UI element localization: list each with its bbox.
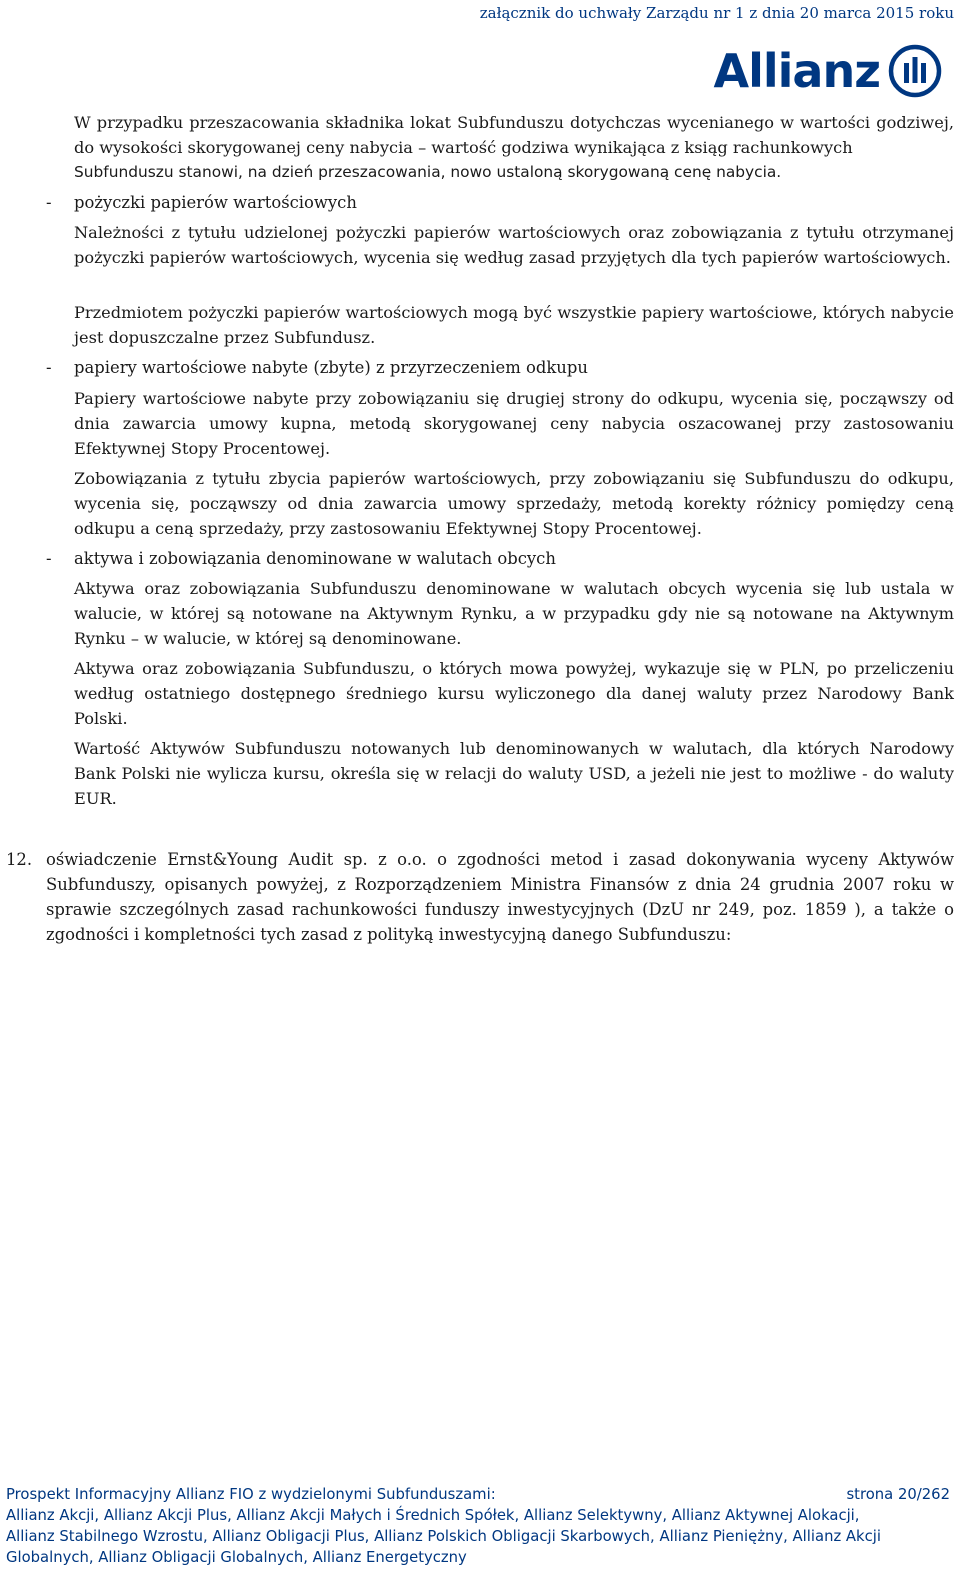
section-heading: aktywa i zobowiązania denominowane w walutach obcych xyxy=(74,549,556,568)
section-paragraph: Aktywa oraz zobowiązania Subfunduszu, o których mowa powyżej, wykazuje się w PLN, po przeliczeniu według ostatniego dostępnego średniego kursu wyliczonego dla danej waluty przez Narodowy Bank Polski. xyxy=(74,659,954,728)
section-heading: pożyczki papierów wartościowych xyxy=(74,193,357,212)
footer-subfunds-line: Allianz Akcji, Allianz Akcji Plus, Allianz Akcji Małych i Średnich Spółek, Allianz Selektywny, Allianz Aktywnej Alokacji, xyxy=(6,1507,860,1524)
section-dash: - xyxy=(46,549,52,568)
intro-paragraph: W przypadku przeszacowania składnika lokat Subfunduszu dotychczas wycenianego w wartości godziwej, do wysokości skorygowanej ceny nabycia – wartość godziwa wynikająca z ksiąg rachunkowych xyxy=(74,113,954,157)
allianz-eagle-icon xyxy=(888,44,942,98)
page-footer xyxy=(6,1484,950,1568)
footer-subfunds-line: Globalnych, Allianz Obligacji Globalnych, Allianz Energetyczny xyxy=(6,1549,467,1566)
logo-wordmark: Allianz xyxy=(713,44,880,98)
section-paragraph: Zobowiązania z tytułu zbycia papierów wartościowych, przy zobowiązaniu się Subfunduszu do odkupu, wycenia się, począwszy od dnia zawarcia umowy sprzedaży, metodą korekty różnicy pomiędzy ceną odkupu a ceną sprzedaży, przy zastosowaniu Efektywnej Stopy Procentowej. xyxy=(74,469,954,538)
section-dash: - xyxy=(46,358,52,377)
allianz-logo xyxy=(714,40,942,102)
section-paragraph: Wartość Aktywów Subfunduszu notowanych lub denominowanych w walutach, dla których Narodowy Bank Polski nie wylicza kursu, określa się w relacji do waluty USD, a jeżeli nie jest to możliwe - do waluty EUR. xyxy=(74,739,954,808)
section-paragraph: Należności z tytułu udzielonej pożyczki papierów wartościowych oraz zobowiązania z tytułu otrzymanej pożyczki papierów wartościowych, wycenia się według zasad przyjętych dla tych papierów wartościowych. xyxy=(74,223,954,267)
section-paragraph: Papiery wartościowe nabyte przy zobowiązaniu się drugiej strony do odkupu, wycenia się, począwszy od dnia zawarcia umowy kupna, metodą skorygowanej ceny nabycia oszacowanej przy zastosowaniu Efektywnej Stopy Procentowej. xyxy=(74,389,954,458)
point-number: 12. xyxy=(6,850,33,869)
section-heading: papiery wartościowe nabyte (zbyte) z przyrzeczeniem odkupu xyxy=(74,358,588,377)
footer-subfunds-line: Allianz Stabilnego Wzrostu, Allianz Obligacji Plus, Allianz Polskich Obligacji Skarbowych, Allianz Pieniężny, Allianz Akcji xyxy=(6,1528,881,1545)
point-text: oświadczenie Ernst&Young Audit sp. z o.o. o zgodności metod i zasad dokonywania wyceny Aktywów Subfunduszy, opisanych powyżej, z Rozporządzeniem Ministra Finansów z dnia 24 grudnia 2007 roku w sprawie szczególnych zasad rachunkowości funduszy inwestycyjnych (DzU nr 249, poz. 1859 ), a także o zgodności i kompletności tych zasad z polityką inwestycyjną danego Subfunduszu: xyxy=(46,850,954,944)
header-note: załącznik do uchwały Zarządu nr 1 z dnia 20 marca 2015 roku xyxy=(479,4,954,22)
section-paragraph: Przedmiotem pożyczki papierów wartościowych mogą być wszystkie papiery wartościowe, których nabycie jest dopuszczalne przez Subfundusz. xyxy=(74,303,954,347)
section-dash: - xyxy=(46,193,52,212)
intro-paragraph-end: Subfunduszu stanowi, na dzień przeszacowania, nowo ustaloną skorygowaną cenę nabycia. xyxy=(74,163,782,181)
page-number: strona 20/262 xyxy=(846,1486,950,1503)
section-paragraph: Aktywa oraz zobowiązania Subfunduszu denominowane w walutach obcych wycenia się lub ustala w walucie, w której są notowane na Aktywnym Rynku, a w przypadku gdy nie są notowane na Aktywnym Rynku – w walucie, w której są denominowane. xyxy=(74,579,954,648)
footer-prospectus-title: Prospekt Informacyjny Allianz FIO z wydzielonymi Subfunduszami: xyxy=(6,1486,496,1503)
